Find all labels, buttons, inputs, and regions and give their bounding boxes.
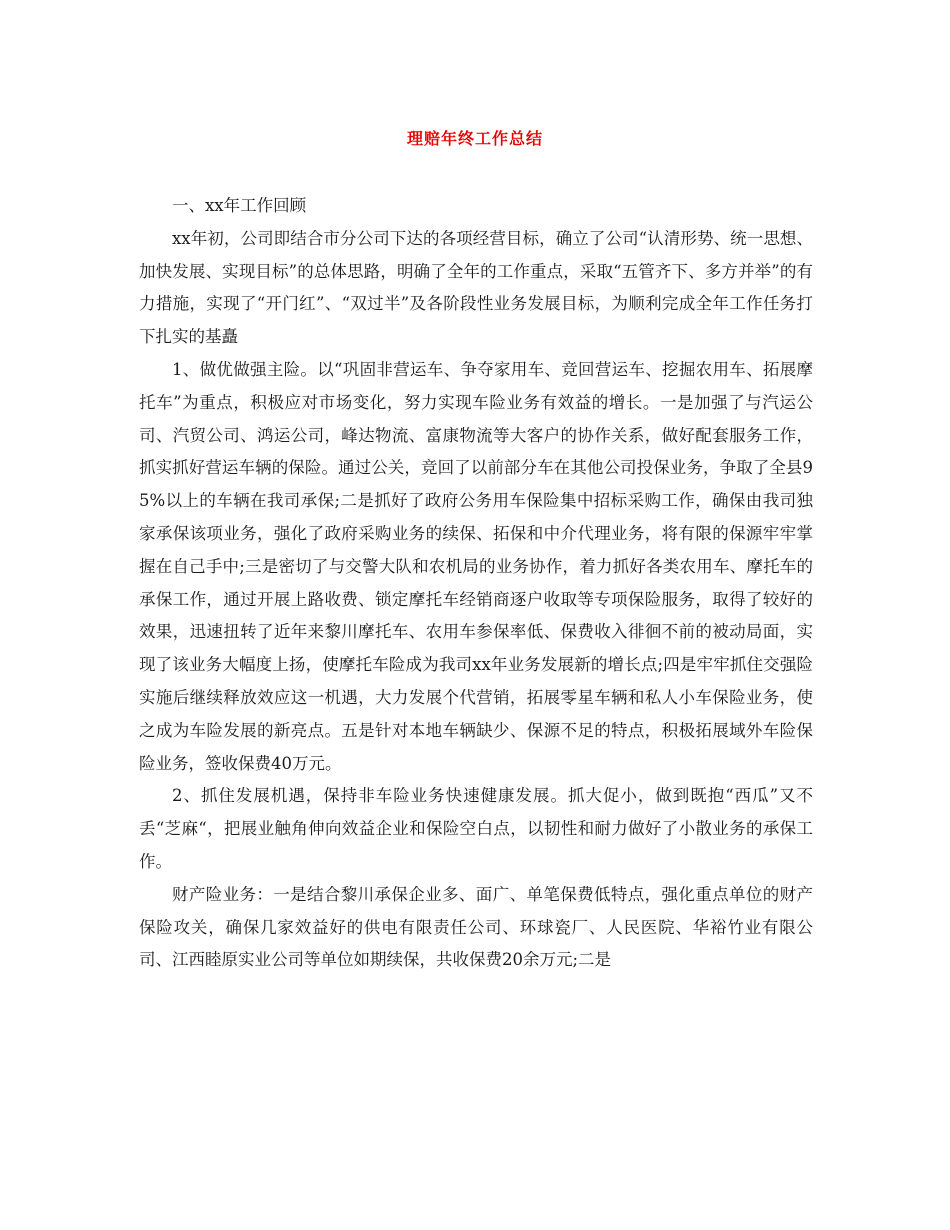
document-title: 理赔年终工作总结 [406, 129, 543, 148]
document-body [139, 190, 813, 977]
paragraph-intro: xx年初，公司即结合市分公司下达的各项经营目标，确立了公司“认清形势、统一思想、加快发展、实现目标”的总体思路，明确了全年的工作重点，采取“五管齐下、多方并举”的有力措施，实现了“开门红”、“双过半”及各阶段性业务发展目标，为顺利完成全年工作任务打下扎实的基矗 [139, 228, 813, 347]
section-heading: 一、xx年工作回顾 [172, 196, 307, 215]
paragraph-main-insurance: 1、做优做强主险。以“巩固非营运车、争夺家用车、竞回营运车、挖掘农用车、拓展摩托车”为重点，积极应对市场变化，努力实现车险业务有效益的增长。一是加强了与汽运公司、汽贸公司、鸿运公司，峰达物流、富康物流等大客户的协作关系，做好配套服务工作，抓实抓好营运车辆的保险。通过公关，竞回了以前部分车在其他公司投保业务，争取了全县95%以上的车辆在我司承保;二是抓好了政府公务用车保险集中招标采购工作，确保由我司独家承保该项业务，强化了政府采购业务的续保、拓保和中介代理业务，将有限的保源牢牢掌握在自己手中;三是密切了与交警大队和农机局的业务协作，着力抓好各类农用车、摩托车的承保工作，通过开展上路收费、锁定摩托车经销商逐户收取等专项保险服务，取得了较好的效果，迅速扭转了近年来黎川摩托车、农用车参保率低、保费收入徘徊不前的被动局面，实现了该业务大幅度上扬，使摩托车险成为我司xx年业务发展新的增长点;四是牢牢抓住交强险实施后继续释放效应这一机遇，大力发展个代营销，拓展零星车辆和私人小车保险业务，使之成为车险发展的新亮点。五是针对本地车辆缺少、保源不足的特点，积极拓展域外车险保险业务，签收保费40万元。 [139, 359, 813, 773]
paragraph-property-insurance: 财产险业务：一是结合黎川承保企业多、面广、单笔保费低特点，强化重点单位的财产保险攻关，确保几家效益好的供电有限责任公司、环球瓷厂、人民医院、华裕竹业有限公司、江西睦原实业公司等单位如期续保，共收保费20余万元;二是 [139, 884, 813, 970]
paragraph-non-vehicle: 2、抓住发展机遇，保持非车险业务快速健康发展。抓大促小，做到既抱“西瓜”又不丢“芝麻“，把展业触角伸向效益企业和保险空白点，以韧性和耐力做好了小散业务的承保工作。 [139, 786, 813, 871]
